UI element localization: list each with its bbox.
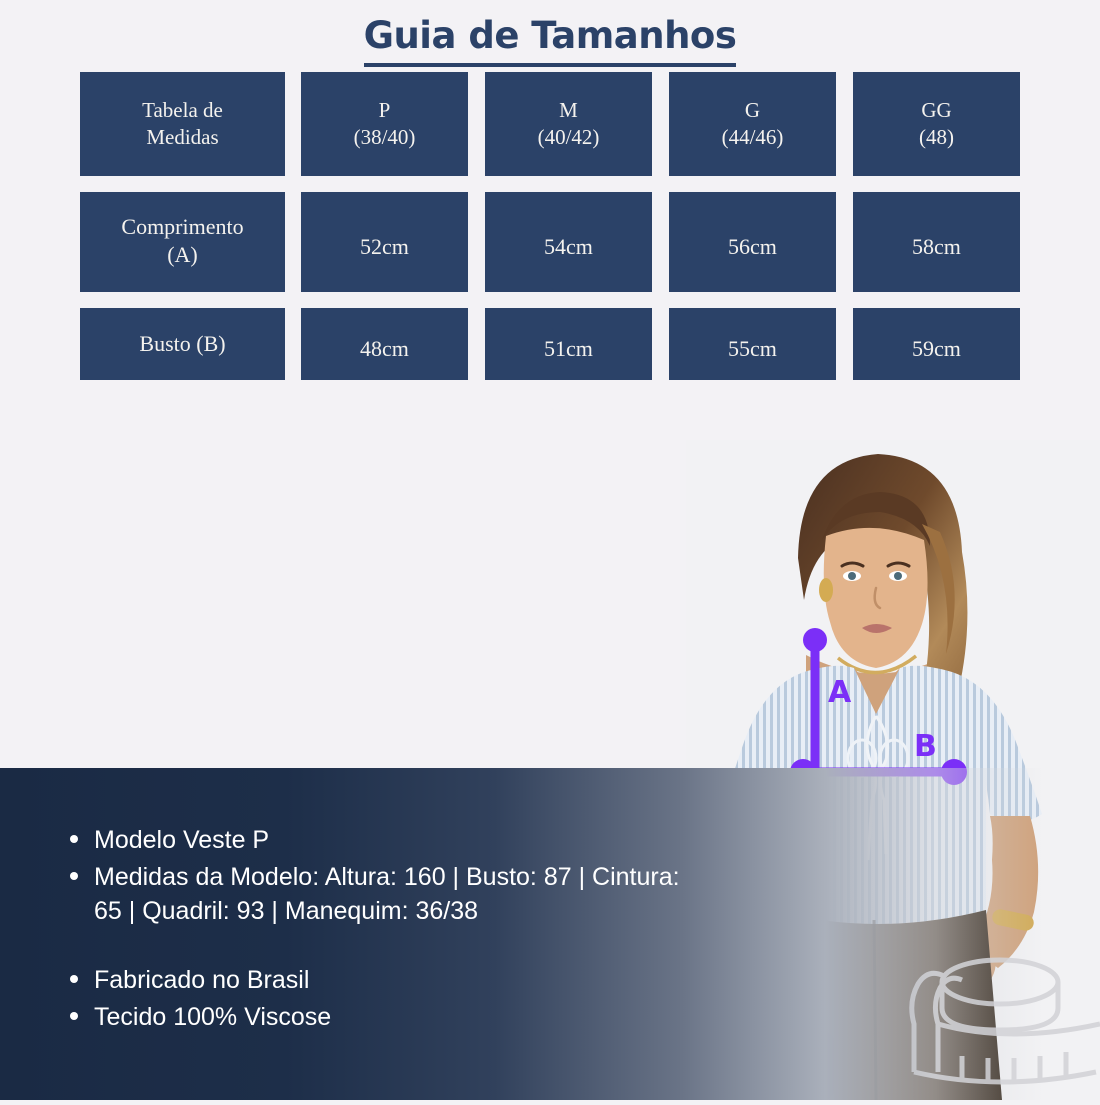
- measurement-label-b: B: [914, 729, 937, 764]
- list-item: [62, 824, 702, 857]
- info-list: [62, 824, 702, 1038]
- list-item: [62, 964, 702, 997]
- bullet-icon: [70, 872, 78, 880]
- measurement-dot-a-top: [803, 628, 827, 652]
- size-header-p: [301, 72, 468, 176]
- table-row: [80, 192, 1020, 292]
- info-item-text: Modelo Veste P: [94, 826, 270, 854]
- size-header-g-name: G: [744, 98, 761, 123]
- size-table: [80, 72, 1020, 380]
- table-corner-label-line1: Tabela de: [142, 98, 223, 123]
- row-label-comprimento: [80, 192, 285, 292]
- size-header-g-range: (44/46): [721, 125, 784, 149]
- comprimento-value-p: 52cm: [301, 192, 468, 292]
- size-header-p-name: P: [378, 98, 391, 123]
- busto-value-m: 51cm: [485, 308, 652, 380]
- row-label-busto: Busto (B): [80, 308, 285, 380]
- busto-value-p: 48cm: [301, 308, 468, 380]
- size-header-m-name: M: [559, 98, 578, 123]
- info-item-text: Medidas da Modelo: Altura: 160 | Busto: 87 | Cintura: 65 | Quadril: 93 | Manequim: 36/38: [94, 863, 680, 925]
- size-header-p-range: (38/40): [353, 125, 416, 149]
- table-corner-label-line2: Medidas: [146, 125, 219, 149]
- row-label-comprimento-line2: (A): [167, 242, 198, 267]
- info-panel: [0, 768, 1100, 1100]
- bullet-icon: [70, 975, 78, 983]
- info-item-text: Tecido 100% Viscose: [94, 1003, 332, 1031]
- page-title: [0, 14, 1100, 67]
- measurement-label-a: A: [828, 675, 852, 710]
- comprimento-value-gg: 58cm: [853, 192, 1020, 292]
- list-item: [62, 1001, 702, 1034]
- bullet-icon: [70, 1012, 78, 1020]
- size-header-m: [485, 72, 652, 176]
- comprimento-value-m: 54cm: [485, 192, 652, 292]
- size-header-gg: [853, 72, 1020, 176]
- table-corner-label: [80, 72, 285, 176]
- table-header-row: [80, 72, 1020, 176]
- row-label-comprimento-line1: Comprimento: [121, 213, 244, 239]
- page-title-text: Guia de Tamanhos: [364, 14, 737, 67]
- list-item: [62, 861, 702, 928]
- size-header-g: [669, 72, 836, 176]
- size-header-gg-name: GG: [921, 98, 952, 123]
- size-header-m-range: (40/42): [537, 125, 600, 149]
- info-item-text: Fabricado no Brasil: [94, 965, 310, 994]
- table-row: [80, 308, 1020, 380]
- comprimento-value-g: 56cm: [669, 192, 836, 292]
- busto-value-gg: 59cm: [853, 308, 1020, 380]
- size-header-gg-range: (48): [919, 125, 954, 149]
- busto-value-g: 55cm: [669, 308, 836, 380]
- bullet-icon: [70, 835, 78, 843]
